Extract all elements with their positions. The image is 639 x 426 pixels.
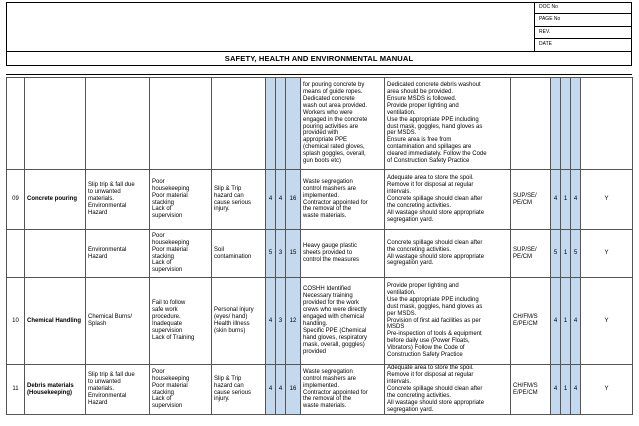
severity-cell: 4: [276, 170, 286, 230]
severity-cell: 4: [276, 365, 286, 415]
existing-controls-line: gun boots etc): [303, 158, 342, 165]
effect-line: (eyes/ hand): [214, 314, 248, 321]
residual-likelihood-cell: [551, 78, 561, 170]
table-row: [7, 278, 633, 365]
doc-no-label: DOC No: [535, 2, 632, 14]
hazard-line: Hazard: [88, 209, 108, 216]
effect-line: cause serious: [214, 389, 252, 396]
risk-assessment-table: [6, 77, 633, 415]
additional-controls-cell: [385, 78, 511, 170]
cause-line: stacking: [152, 389, 175, 396]
risk-rating-cell: 16: [286, 170, 301, 230]
additional-controls-line: Use the appropriate PPE including: [387, 296, 479, 303]
effect-line: Health illness: [214, 321, 250, 327]
cause-line: housekeeping: [152, 239, 190, 246]
cause-line: Lack of Training: [152, 334, 195, 341]
residual-severity-cell: 1: [561, 365, 571, 415]
existing-controls-line: mask, overall, goggles): [303, 341, 365, 348]
cause-cell: [150, 170, 212, 230]
document-control-box: [534, 2, 632, 52]
cause-cell: [150, 78, 212, 170]
likelihood-cell: 4: [266, 365, 276, 415]
responsibility-cell: SUP/SE/ PE/CM: [511, 230, 551, 278]
existing-controls-line: Waste segregation: [303, 368, 353, 375]
effect-cell: [212, 230, 266, 278]
existing-controls-line: sheets provided to: [303, 250, 353, 257]
likelihood-cell: 4: [266, 170, 276, 230]
likelihood-cell: 5: [266, 230, 276, 278]
existing-controls-line: the removal of the: [303, 396, 352, 403]
additional-controls-line: per MSDS.: [387, 310, 417, 317]
residual-risk-cell: 4: [571, 365, 581, 415]
existing-controls-line: for pouring concrete by: [303, 82, 365, 89]
effect-line: injury.: [214, 206, 230, 213]
row-number-cell: 10: [7, 278, 25, 365]
effect-line: Slip & Trip: [214, 375, 242, 382]
additional-controls-line: intervals.: [387, 189, 412, 196]
existing-controls-cell: [301, 170, 385, 230]
status-cell: Y: [581, 278, 633, 365]
existing-controls-line: Heavy gauge plastic: [303, 243, 358, 250]
hazard-cell: [86, 170, 150, 230]
existing-controls-line: control mashers are: [303, 185, 357, 192]
status-cell: Y: [581, 170, 633, 230]
responsibility-cell: CH/FM/S E/PE/CM: [511, 278, 551, 365]
existing-controls-line: Contractor appointed for: [303, 389, 368, 396]
additional-controls-line: Remove it for disposal at regular: [387, 372, 474, 379]
additional-controls-cell: [385, 170, 511, 230]
hazard-line: to unwanted: [88, 189, 121, 196]
existing-controls-line: provided for the work: [303, 300, 360, 307]
additional-controls-line: area should be provided.: [387, 88, 454, 95]
cause-cell: [150, 365, 212, 415]
existing-controls-line: (chemical rated gloves,: [303, 144, 365, 151]
additional-controls-line: segregation yard.: [387, 406, 434, 413]
additional-controls-line: Provide proper lighting and: [387, 102, 459, 109]
additional-controls-line: Construction Safety Practice: [387, 352, 463, 359]
residual-risk-cell: [571, 78, 581, 170]
effect-line: (skin burns): [214, 327, 246, 334]
additional-controls-line: Ensure MSDS is followed.: [387, 95, 457, 102]
existing-controls-line: provided: [303, 348, 327, 355]
additional-controls-line: the concreting activities.: [387, 392, 452, 399]
hazard-line: Environmental: [88, 202, 127, 209]
hazard-line: Slip trip & fall due: [88, 372, 135, 379]
additional-controls-line: Adequate area to store the spoil.: [387, 175, 474, 182]
residual-likelihood-cell: 4: [551, 278, 561, 365]
severity-cell: 3: [276, 278, 286, 365]
cause-line: Lack of: [152, 260, 172, 267]
existing-controls-line: Workers who were: [303, 109, 353, 116]
additional-controls-line: Vibrators) Follow the Code of: [387, 345, 465, 352]
additional-controls-line: per MSDS.: [387, 130, 417, 137]
residual-severity-cell: 1: [561, 170, 571, 230]
additional-controls-line: MSDS: [387, 324, 405, 331]
cause-line: supervision: [152, 267, 183, 274]
hazard-line: Slip trip & fall due: [88, 182, 135, 189]
cause-line: safe work: [152, 307, 178, 314]
additional-controls-line: Concrete spillage should clean after: [387, 239, 483, 246]
hazard-cell: [86, 78, 150, 170]
effect-cell: [212, 170, 266, 230]
cause-line: Poor: [152, 232, 165, 239]
existing-controls-line: waste materials.: [303, 403, 347, 410]
additional-controls-line: All wastage should store appropriate: [387, 253, 485, 260]
hazard-cell: [86, 278, 150, 365]
effect-cell: [212, 365, 266, 415]
existing-controls-line: engaged with chemical: [303, 314, 365, 321]
table-row: [7, 365, 633, 415]
effect-line: cause serious: [214, 199, 252, 206]
row-number-cell: 09: [7, 170, 25, 230]
existing-controls-line: Waste segregation: [303, 178, 353, 185]
status-cell: Y: [581, 230, 633, 278]
existing-controls-line: provided with: [303, 130, 339, 137]
existing-controls-line: control mashers are: [303, 375, 357, 382]
additional-controls-line: before daily use (Power Floats,: [387, 338, 470, 345]
additional-controls-line: contamination and spillages are: [387, 144, 472, 151]
hazard-cell: [86, 365, 150, 415]
table-row: [7, 78, 633, 170]
residual-risk-cell: 4: [571, 170, 581, 230]
risk-rating-cell: 15: [286, 230, 301, 278]
additional-controls-cell: [385, 230, 511, 278]
effect-line: contamination: [214, 253, 252, 260]
existing-controls-line: COSHH Identified: [303, 286, 351, 293]
row-number-cell: 11: [7, 365, 25, 415]
severity-cell: 3: [276, 230, 286, 278]
residual-severity-cell: [561, 78, 571, 170]
hazard-line: to unwanted: [88, 379, 121, 386]
cause-line: housekeeping: [152, 375, 190, 382]
hazard-line: Hazard: [88, 253, 108, 260]
date-label: DATE: [539, 40, 552, 47]
additional-controls-line: ventilation.: [387, 289, 416, 296]
table-row: [7, 230, 633, 278]
status-cell: Y: [581, 365, 633, 415]
cause-line: Poor: [152, 178, 165, 185]
activity-cell: [25, 230, 86, 278]
existing-controls-cell: [301, 278, 385, 365]
existing-controls-line: splash goggles, overall,: [303, 151, 366, 158]
additional-controls-cell: [385, 278, 511, 365]
existing-controls-line: engaged in the concrete: [303, 116, 368, 123]
effect-cell: [212, 278, 266, 365]
risk-rating-cell: 12: [286, 278, 301, 365]
additional-controls-line: segregation yard.: [387, 216, 434, 223]
existing-controls-cell: [301, 230, 385, 278]
existing-controls-line: crews who were directly: [303, 307, 367, 314]
additional-controls-line: dust mask, goggles, hand gloves as: [387, 303, 483, 310]
hazard-cell: [86, 230, 150, 278]
hazard-line: materials.: [88, 386, 115, 393]
cause-line: housekeeping: [152, 185, 190, 192]
hazard-line: materials.: [88, 196, 115, 203]
effect-line: Personal injury: [214, 307, 254, 314]
residual-likelihood-cell: 5: [551, 230, 561, 278]
residual-likelihood-cell: 4: [551, 365, 561, 415]
document-title: SAFETY, HEALTH AND ENVIRONMENTAL MANUAL: [6, 52, 632, 66]
responsibility-cell: CH/FM/S E/PE/CM: [511, 365, 551, 415]
status-cell: [581, 78, 633, 170]
cause-line: procedure.: [152, 314, 181, 321]
cause-line: supervision: [152, 213, 183, 220]
table-row: [7, 170, 633, 230]
residual-severity-cell: 1: [561, 230, 571, 278]
cause-line: Fail to follow: [152, 300, 186, 307]
additional-controls-line: segregation yard.: [387, 260, 434, 267]
hazard-line: Environmental: [88, 246, 127, 253]
existing-controls-line: control the measures: [303, 256, 360, 263]
effect-line: Soil: [214, 246, 225, 253]
additional-controls-line: All wastage should store appropriate: [387, 399, 485, 406]
activity-cell: Chemical Handling: [25, 278, 86, 365]
cause-cell: [150, 230, 212, 278]
additional-controls-line: the concreting activities.: [387, 246, 452, 253]
cause-line: stacking: [152, 199, 175, 206]
divider: [6, 74, 632, 75]
existing-controls-cell: [301, 78, 385, 170]
existing-controls-line: means of guide ropes.: [303, 88, 363, 95]
additional-controls-line: Dedicated concrete debris washout: [387, 82, 481, 89]
additional-controls-line: cleared immediately. Follow the Code: [387, 151, 487, 158]
cause-line: Lack of: [152, 396, 172, 403]
effect-line: hazard can: [214, 192, 244, 199]
existing-controls-line: wash out area provided.: [303, 102, 368, 109]
cause-line: Poor material: [152, 192, 188, 199]
risk-rating-cell: 16: [286, 365, 301, 415]
effect-line: injury.: [214, 396, 230, 403]
additional-controls-line: ventilation.: [387, 109, 416, 116]
existing-controls-line: handling.: [303, 321, 328, 327]
additional-controls-line: All wastage should store appropriate: [387, 209, 485, 216]
additional-controls-line: Concrete spillage should clean after: [387, 196, 483, 203]
existing-controls-line: appropriate PPE: [303, 137, 348, 144]
cause-line: supervision: [152, 403, 183, 410]
cause-line: stacking: [152, 253, 175, 260]
residual-likelihood-cell: 4: [551, 170, 561, 230]
activity-cell: [25, 78, 86, 170]
existing-controls-line: waste materials.: [303, 213, 347, 220]
additional-controls-line: Adequate area to store the spoil.: [387, 365, 474, 372]
responsibility-cell: SUP/SE/ PE/CM: [511, 170, 551, 230]
effect-line: hazard can: [214, 382, 244, 389]
additional-controls-line: the concreting activities.: [387, 202, 452, 209]
cause-line: Poor material: [152, 382, 188, 389]
additional-controls-line: of Construction Safety Practice: [387, 158, 470, 165]
additional-controls-cell: [385, 365, 511, 415]
existing-controls-line: pouring activities are: [303, 123, 359, 130]
residual-risk-cell: 4: [571, 278, 581, 365]
additional-controls-line: Concrete spillage should clean after: [387, 386, 483, 393]
additional-controls-line: Remove it for disposal at regular: [387, 182, 474, 189]
hazard-line: Hazard: [88, 399, 108, 406]
existing-controls-line: Dedicated concrete: [303, 95, 355, 102]
likelihood-cell: [266, 78, 276, 170]
additional-controls-line: intervals.: [387, 379, 412, 386]
cause-line: Poor material: [152, 246, 188, 253]
additional-controls-line: dust mask, goggles, hand gloves as: [387, 123, 483, 130]
cause-line: supervision: [152, 327, 183, 334]
existing-controls-line: implemented.: [303, 192, 340, 199]
additional-controls-line: Ensure area is free from: [387, 137, 452, 144]
severity-cell: [276, 78, 286, 170]
effect-line: Slip & Trip: [214, 185, 242, 192]
likelihood-cell: 4: [266, 278, 276, 365]
page-no-label: PAGE No: [535, 14, 632, 26]
effect-cell: [212, 78, 266, 170]
row-number-cell: [7, 230, 25, 278]
existing-controls-line: Specific PPE (Chemical: [303, 327, 367, 334]
activity-cell: Concrete pouring: [25, 170, 86, 230]
hazard-line: Splash: [88, 321, 107, 327]
residual-severity-cell: 1: [561, 278, 571, 365]
existing-controls-line: Contractor appointed for: [303, 199, 368, 206]
hazard-line: Environmental: [88, 392, 127, 399]
rev-label: REV.: [535, 27, 632, 39]
activity-cell: Debris materials (Housekeeping): [25, 365, 86, 415]
responsibility-cell: [511, 78, 551, 170]
additional-controls-line: Provide proper lighting and: [387, 283, 459, 290]
risk-rating-cell: [286, 78, 301, 170]
existing-controls-cell: [301, 365, 385, 415]
additional-controls-line: Pre-inspection of tools & equipment: [387, 331, 482, 338]
additional-controls-line: Provision of first aid facilities as per: [387, 317, 481, 324]
row-number-cell: [7, 78, 25, 170]
cause-cell: [150, 278, 212, 365]
cause-line: Lack of: [152, 206, 172, 213]
cause-line: Poor: [152, 368, 165, 375]
existing-controls-line: Necessary training: [303, 293, 353, 300]
existing-controls-line: the removal of the: [303, 206, 352, 213]
hazard-line: Chemical Burns/: [88, 314, 133, 321]
existing-controls-line: hand gloves, respiratory: [303, 334, 368, 341]
residual-risk-cell: 5: [571, 230, 581, 278]
cause-line: Inadequate: [152, 321, 183, 327]
additional-controls-line: Use the appropriate PPE including: [387, 116, 479, 123]
existing-controls-line: implemented.: [303, 382, 340, 389]
